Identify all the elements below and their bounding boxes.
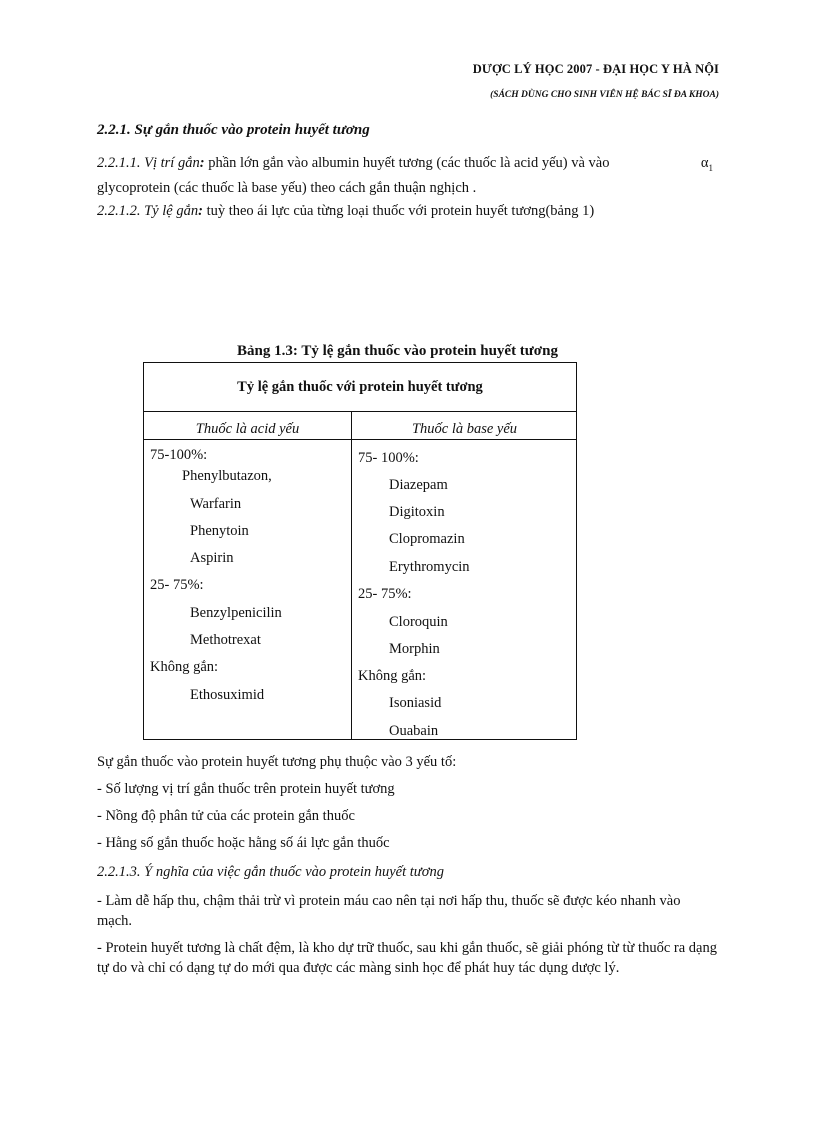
table-title: Tỷ lệ gắn thuốc với protein huyết tương bbox=[144, 363, 576, 412]
binding-ratio-label: 2.2.1.2. Tỷ lệ gắn bbox=[97, 203, 199, 219]
factors-intro: Sự gắn thuốc vào protein huyết tương phụ thuộc vào 3 yếu tố: bbox=[97, 754, 457, 770]
list-item: Digitoxin bbox=[389, 504, 445, 520]
list-item: Morphin bbox=[389, 641, 440, 657]
table-caption: Bảng 1.3: Tỷ lệ gắn thuốc vào protein huyết tương bbox=[237, 343, 558, 359]
list-item: Phenytoin bbox=[190, 523, 249, 539]
list-item: Benzylpenicilin bbox=[190, 605, 282, 621]
base-group-mid: 25- 75%: bbox=[358, 586, 412, 602]
header-title: DƯỢC LÝ HỌC 2007 - ĐẠI HỌC Y HÀ NỘI bbox=[472, 62, 719, 76]
binding-site-text-line1: phần lớn gắn vào albumin huyết tương (các thuốc là acid yếu) và vào bbox=[204, 155, 610, 171]
factor-item: - Nồng độ phân tử của các protein gắn thuốc bbox=[97, 808, 355, 824]
binding-site-text-line2: glycoprotein (các thuốc là base yếu) theo cách gắn thuận nghịch . bbox=[97, 179, 477, 196]
acid-group-none: Không gắn: bbox=[150, 659, 219, 675]
binding-ratio-text: tuỳ theo ái lực của từng loại thuốc với protein huyết tương(bảng 1) bbox=[202, 203, 595, 219]
list-item: Diazepam bbox=[389, 477, 448, 493]
list-item: Aspirin bbox=[190, 550, 234, 566]
list-item: Cloroquin bbox=[389, 614, 448, 630]
sub-heading-significance: 2.2.1.3. Ý nghĩa của việc gắn thuốc vào protein huyết tương bbox=[97, 864, 444, 880]
list-item: Clopromazin bbox=[389, 531, 465, 547]
significance-para-2: - Protein huyết tương là chất đệm, là kho dự trữ thuốc, sau khi gắn thuốc, sẽ giải phóng từ từ thuốc ra dạng tự do và chỉ có dạng tự do mới qua được các màng sinh học để phát huy tác dụng dược lý. bbox=[97, 940, 717, 976]
column-header-acid: Thuốc là acid yếu bbox=[195, 421, 300, 437]
paragraph-binding-site bbox=[97, 153, 721, 198]
list-item: Ethosuximid bbox=[190, 687, 265, 703]
alpha-symbol: $\alpha_1$ bbox=[700, 155, 713, 173]
section-heading: 2.2.1. Sự gắn thuốc vào protein huyết tương bbox=[97, 122, 370, 138]
column-header-base: Thuốc là base yếu bbox=[411, 421, 518, 437]
header-subtitle: (SÁCH DÙNG CHO SINH VIÊN HỆ BÁC SĨ ĐA KHOA) bbox=[490, 90, 719, 100]
binding-site-label: 2.2.1.1. Vị trí gắn bbox=[97, 155, 200, 171]
paragraph-binding-ratio bbox=[97, 203, 594, 220]
list-item: Warfarin bbox=[190, 496, 242, 512]
binding-table bbox=[143, 362, 577, 740]
list-item: Erythromycin bbox=[389, 559, 470, 575]
list-item: Ouabain bbox=[389, 723, 439, 739]
list-item: Methotrexat bbox=[190, 632, 261, 648]
binding-site-colon: : bbox=[199, 155, 205, 171]
table-header-divider bbox=[144, 439, 576, 440]
base-group-high: 75- 100%: bbox=[358, 450, 419, 466]
list-item: Isoniasid bbox=[389, 695, 442, 711]
factor-item: - Hằng số gắn thuốc hoặc hằng số ái lực gắn thuốc bbox=[97, 835, 390, 851]
significance-para-1: - Làm dễ hấp thu, chậm thải trừ vì protein máu cao nên tại nơi hấp thu, thuốc sẽ được kéo nhanh vào mạch. bbox=[97, 893, 681, 929]
list-item: Phenylbutazon, bbox=[182, 468, 272, 484]
factor-item: - Số lượng vị trí gắn thuốc trên protein huyết tương bbox=[97, 781, 395, 797]
binding-ratio-colon: : bbox=[198, 203, 203, 219]
table-column-divider bbox=[351, 411, 352, 739]
acid-group-mid: 25- 75%: bbox=[150, 577, 204, 593]
base-group-none: Không gắn: bbox=[358, 668, 427, 684]
acid-group-high: 75-100%: bbox=[150, 447, 208, 463]
